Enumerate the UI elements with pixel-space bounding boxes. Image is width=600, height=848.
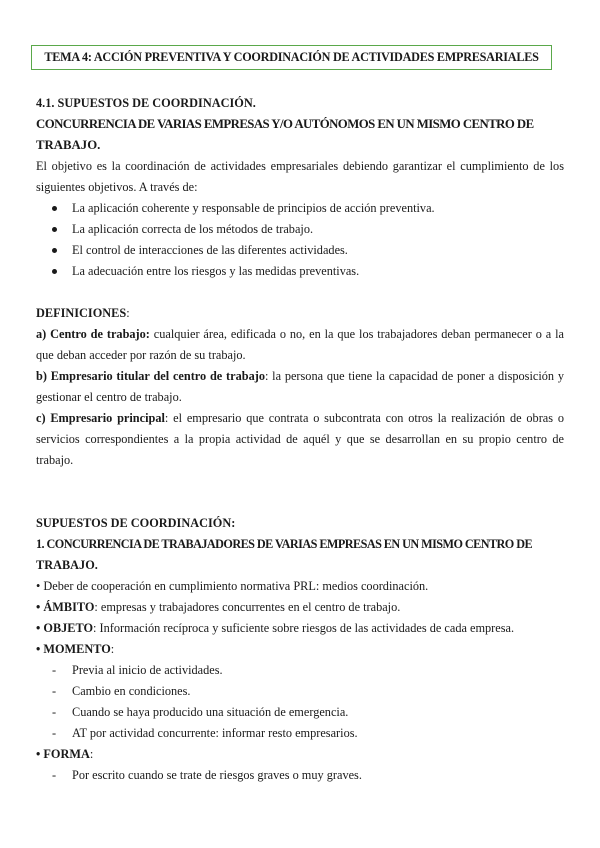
supuestos-heading: SUPUESTOS DE COORDINACIÓN: <box>36 516 236 530</box>
deber-line: • Deber de cooperación en cumplimiento normativa PRL: medios coordinación. <box>36 579 429 593</box>
list-item: - Por escrito cuando se trate de riesgos graves o muy graves. <box>36 765 564 786</box>
ambito-line: • ÁMBITO: empresas y trabajadores concurrentes en el centro de trabajo. <box>36 600 401 614</box>
momento-line: • MOMENTO: <box>36 642 115 656</box>
concurrencia-heading-line2: TRABAJO. <box>36 138 101 152</box>
list-item: - Cambio en condiciones. <box>36 681 564 702</box>
objeto-line: • OBJETO: Información recíproca y suficiente sobre riesgos de las actividades de cada empresa. <box>36 621 515 635</box>
forma-line: • FORMA: <box>36 747 94 761</box>
definition-empresario-titular: b) Empresario titular del centro de trabajo: la persona que tiene la capacidad de poner a disposición y gestionar el centro de trabajo. <box>36 369 564 404</box>
objectives-list <box>36 198 564 282</box>
intro-paragraph: El objetivo es la coordinación de actividades empresariales debiendo garantizar el cumplimiento de los siguientes objetivos. A través de: <box>36 159 564 194</box>
section-heading: 4.1. SUPUESTOS DE COORDINACIÓN. <box>36 96 256 110</box>
forma-list <box>36 765 564 786</box>
list-item: La adecuación entre los riesgos y las medidas preventivas. <box>36 261 564 282</box>
list-item: El control de interacciones de las diferentes actividades. <box>36 240 564 261</box>
concurrencia-trabajadores-heading-line1: 1. CONCURRENCIA DE TRABAJADORES DE VARIAS EMPRESAS EN UN MISMO CENTRO DE <box>36 537 533 551</box>
list-item: - Previa al inicio de actividades. <box>36 660 564 681</box>
definitions-heading: DEFINICIONES: <box>36 306 130 320</box>
definition-empresario-principal: c) Empresario principal: el empresario que contrata o subcontrata con otros la realización de obras o servicios correspondientes a la propia actividad de aquél y que se desarrollan en su propio centro de trabajo. <box>36 411 564 467</box>
definition-centro-trabajo: a) Centro de trabajo: cualquier área, edificada o no, en la que los trabajadores deban permanecer o a la que deban acceder por razón de su trabajo. <box>36 327 564 362</box>
concurrencia-trabajadores-heading-line2: TRABAJO. <box>36 558 98 572</box>
list-item: - Cuando se haya producido una situación de emergencia. <box>36 702 564 723</box>
concurrencia-heading-line1: CONCURRENCIA DE VARIAS EMPRESAS Y/O AUTÓNOMOS EN UN MISMO CENTRO DE <box>36 117 534 131</box>
document-title: TEMA 4: ACCIÓN PREVENTIVA Y COORDINACIÓN DE ACTIVIDADES EMPRESARIALES <box>31 45 552 70</box>
list-item: La aplicación coherente y responsable de principios de acción preventiva. <box>36 198 564 219</box>
list-item: La aplicación correcta de los métodos de trabajo. <box>36 219 564 240</box>
list-item: - AT por actividad concurrente: informar resto empresarios. <box>36 723 564 744</box>
momento-list <box>36 660 564 744</box>
section-supuestos <box>36 93 564 786</box>
